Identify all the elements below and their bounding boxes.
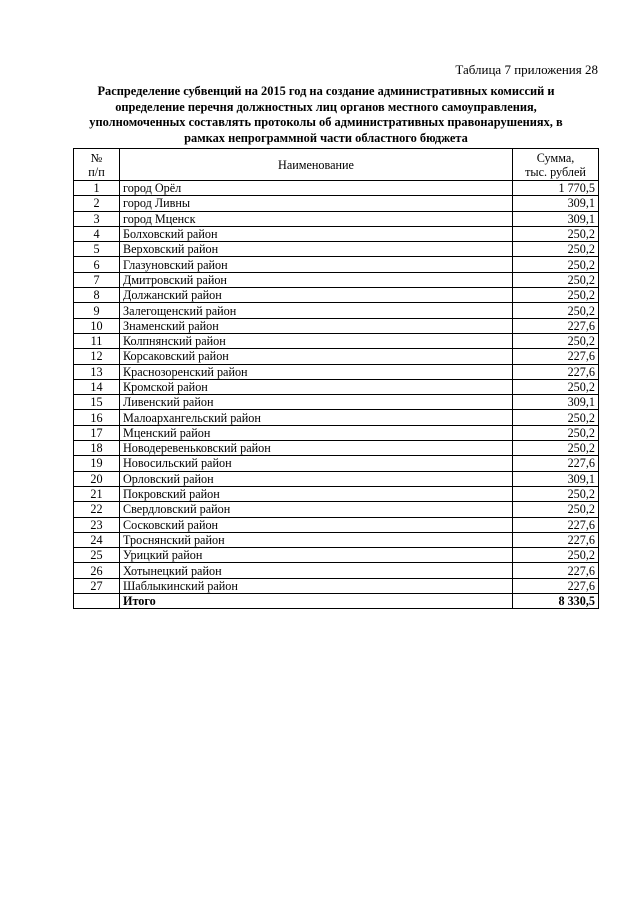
header-number-line1: № (90, 150, 103, 165)
appendix-reference: Таблица 7 приложения 28 (455, 62, 598, 77)
row-name: Новосильский район (120, 456, 513, 471)
document-title-line: Распределение субвенций на 2015 год на создание административных комиссий и (97, 84, 555, 98)
row-number: 1 (74, 181, 120, 196)
header-sum (513, 149, 599, 181)
table-row (74, 226, 599, 241)
total-label: Итого (120, 594, 513, 609)
table-row (74, 578, 599, 593)
row-sum: 309,1 (513, 471, 599, 486)
row-name: Малоархангельский район (120, 410, 513, 425)
row-sum: 1 770,5 (513, 181, 599, 196)
table-row (74, 395, 599, 410)
row-sum: 250,2 (513, 226, 599, 241)
table-row (74, 471, 599, 486)
row-name: Кромской район (120, 379, 513, 394)
table-row (74, 349, 599, 364)
row-sum: 250,2 (513, 502, 599, 517)
row-name: Шаблыкинский район (120, 578, 513, 593)
row-name: Знаменский район (120, 318, 513, 333)
row-number: 7 (74, 272, 120, 287)
table-body (74, 181, 599, 609)
row-number: 11 (74, 333, 120, 348)
document-title-line: определение перечня должностных лиц органов местного самоуправления, (115, 99, 537, 114)
row-name: Краснозоренский район (120, 364, 513, 379)
row-sum: 250,2 (513, 242, 599, 257)
row-name: Орловский район (120, 471, 513, 486)
row-number: 4 (74, 226, 120, 241)
row-number: 20 (74, 471, 120, 486)
row-sum: 250,2 (513, 425, 599, 440)
row-sum: 309,1 (513, 395, 599, 410)
row-number: 2 (74, 196, 120, 211)
row-number: 15 (74, 395, 120, 410)
row-name: Ливенский район (120, 395, 513, 410)
row-name: Хотынецкий район (120, 563, 513, 578)
row-sum: 309,1 (513, 211, 599, 226)
header-name: Наименование (120, 149, 513, 181)
row-sum: 250,2 (513, 379, 599, 394)
row-name: город Ливны (120, 196, 513, 211)
row-sum: 227,6 (513, 364, 599, 379)
row-number: 18 (74, 441, 120, 456)
row-number: 23 (74, 517, 120, 532)
row-sum: 309,1 (513, 196, 599, 211)
header-number-line2: п/п (88, 164, 105, 179)
header-number (74, 149, 120, 181)
row-sum: 227,6 (513, 578, 599, 593)
table-row (74, 486, 599, 501)
row-sum: 227,6 (513, 563, 599, 578)
table-row (74, 425, 599, 440)
document-title-line: рамках непрограммной части областного бюджета (184, 130, 468, 145)
row-sum: 250,2 (513, 333, 599, 348)
row-number: 22 (74, 502, 120, 517)
row-name: Сосковский район (120, 517, 513, 532)
row-number: 3 (74, 211, 120, 226)
row-name: Мценский район (120, 425, 513, 440)
row-sum: 250,2 (513, 548, 599, 563)
row-number: 6 (74, 257, 120, 272)
table-row (74, 257, 599, 272)
row-name: Залегощенский район (120, 303, 513, 318)
row-name: Троснянский район (120, 532, 513, 547)
row-name: город Орёл (120, 181, 513, 196)
row-number: 9 (74, 303, 120, 318)
table-row (74, 517, 599, 532)
row-number: 26 (74, 563, 120, 578)
table-row (74, 211, 599, 226)
row-name: Должанский район (120, 288, 513, 303)
row-number: 10 (74, 318, 120, 333)
row-number: 5 (74, 242, 120, 257)
row-sum: 250,2 (513, 441, 599, 456)
row-name: Корсаковский район (120, 349, 513, 364)
row-number: 16 (74, 410, 120, 425)
row-sum: 250,2 (513, 272, 599, 287)
row-sum: 250,2 (513, 486, 599, 501)
header-sum-line1: Сумма, (536, 150, 575, 165)
table-row (74, 272, 599, 287)
table-row (74, 303, 599, 318)
table-row (74, 318, 599, 333)
row-sum: 227,6 (513, 517, 599, 532)
table-row (74, 532, 599, 547)
row-number: 25 (74, 548, 120, 563)
table-row (74, 548, 599, 563)
table-row (74, 563, 599, 578)
row-sum: 250,2 (513, 303, 599, 318)
row-sum: 227,6 (513, 456, 599, 471)
row-name: Верховский район (120, 242, 513, 257)
table-row (74, 502, 599, 517)
table-row (74, 441, 599, 456)
row-sum: 250,2 (513, 257, 599, 272)
row-sum: 250,2 (513, 410, 599, 425)
row-number: 12 (74, 349, 120, 364)
table-row (74, 288, 599, 303)
table-total-row (74, 594, 599, 609)
row-name: Урицкий район (120, 548, 513, 563)
row-name: Свердловский район (120, 502, 513, 517)
row-sum: 227,6 (513, 318, 599, 333)
table-row (74, 364, 599, 379)
total-number-cell (74, 594, 120, 609)
header-sum-line2: тыс. рублей (525, 164, 586, 179)
table-row (74, 242, 599, 257)
row-sum: 250,2 (513, 288, 599, 303)
table-header-row (74, 149, 599, 181)
subsidy-table (73, 148, 599, 609)
table-row (74, 410, 599, 425)
row-number: 24 (74, 532, 120, 547)
row-number: 27 (74, 578, 120, 593)
row-name: Покровский район (120, 486, 513, 501)
row-sum: 227,6 (513, 349, 599, 364)
table-row (74, 333, 599, 348)
table-row (74, 196, 599, 211)
row-sum: 227,6 (513, 532, 599, 547)
row-number: 21 (74, 486, 120, 501)
table-row (74, 181, 599, 196)
document-title (80, 84, 572, 146)
row-name: Болховский район (120, 226, 513, 241)
row-name: город Мценск (120, 211, 513, 226)
row-number: 8 (74, 288, 120, 303)
row-number: 17 (74, 425, 120, 440)
row-number: 19 (74, 456, 120, 471)
table-row (74, 456, 599, 471)
row-name: Глазуновский район (120, 257, 513, 272)
total-sum: 8 330,5 (513, 594, 599, 609)
row-name: Колпнянский район (120, 333, 513, 348)
document-title-line: уполномоченных составлять протоколы об административных правонарушениях, в (89, 115, 563, 129)
table-row (74, 379, 599, 394)
row-number: 13 (74, 364, 120, 379)
row-name: Новодеревеньковский район (120, 441, 513, 456)
row-number: 14 (74, 379, 120, 394)
row-name: Дмитровский район (120, 272, 513, 287)
